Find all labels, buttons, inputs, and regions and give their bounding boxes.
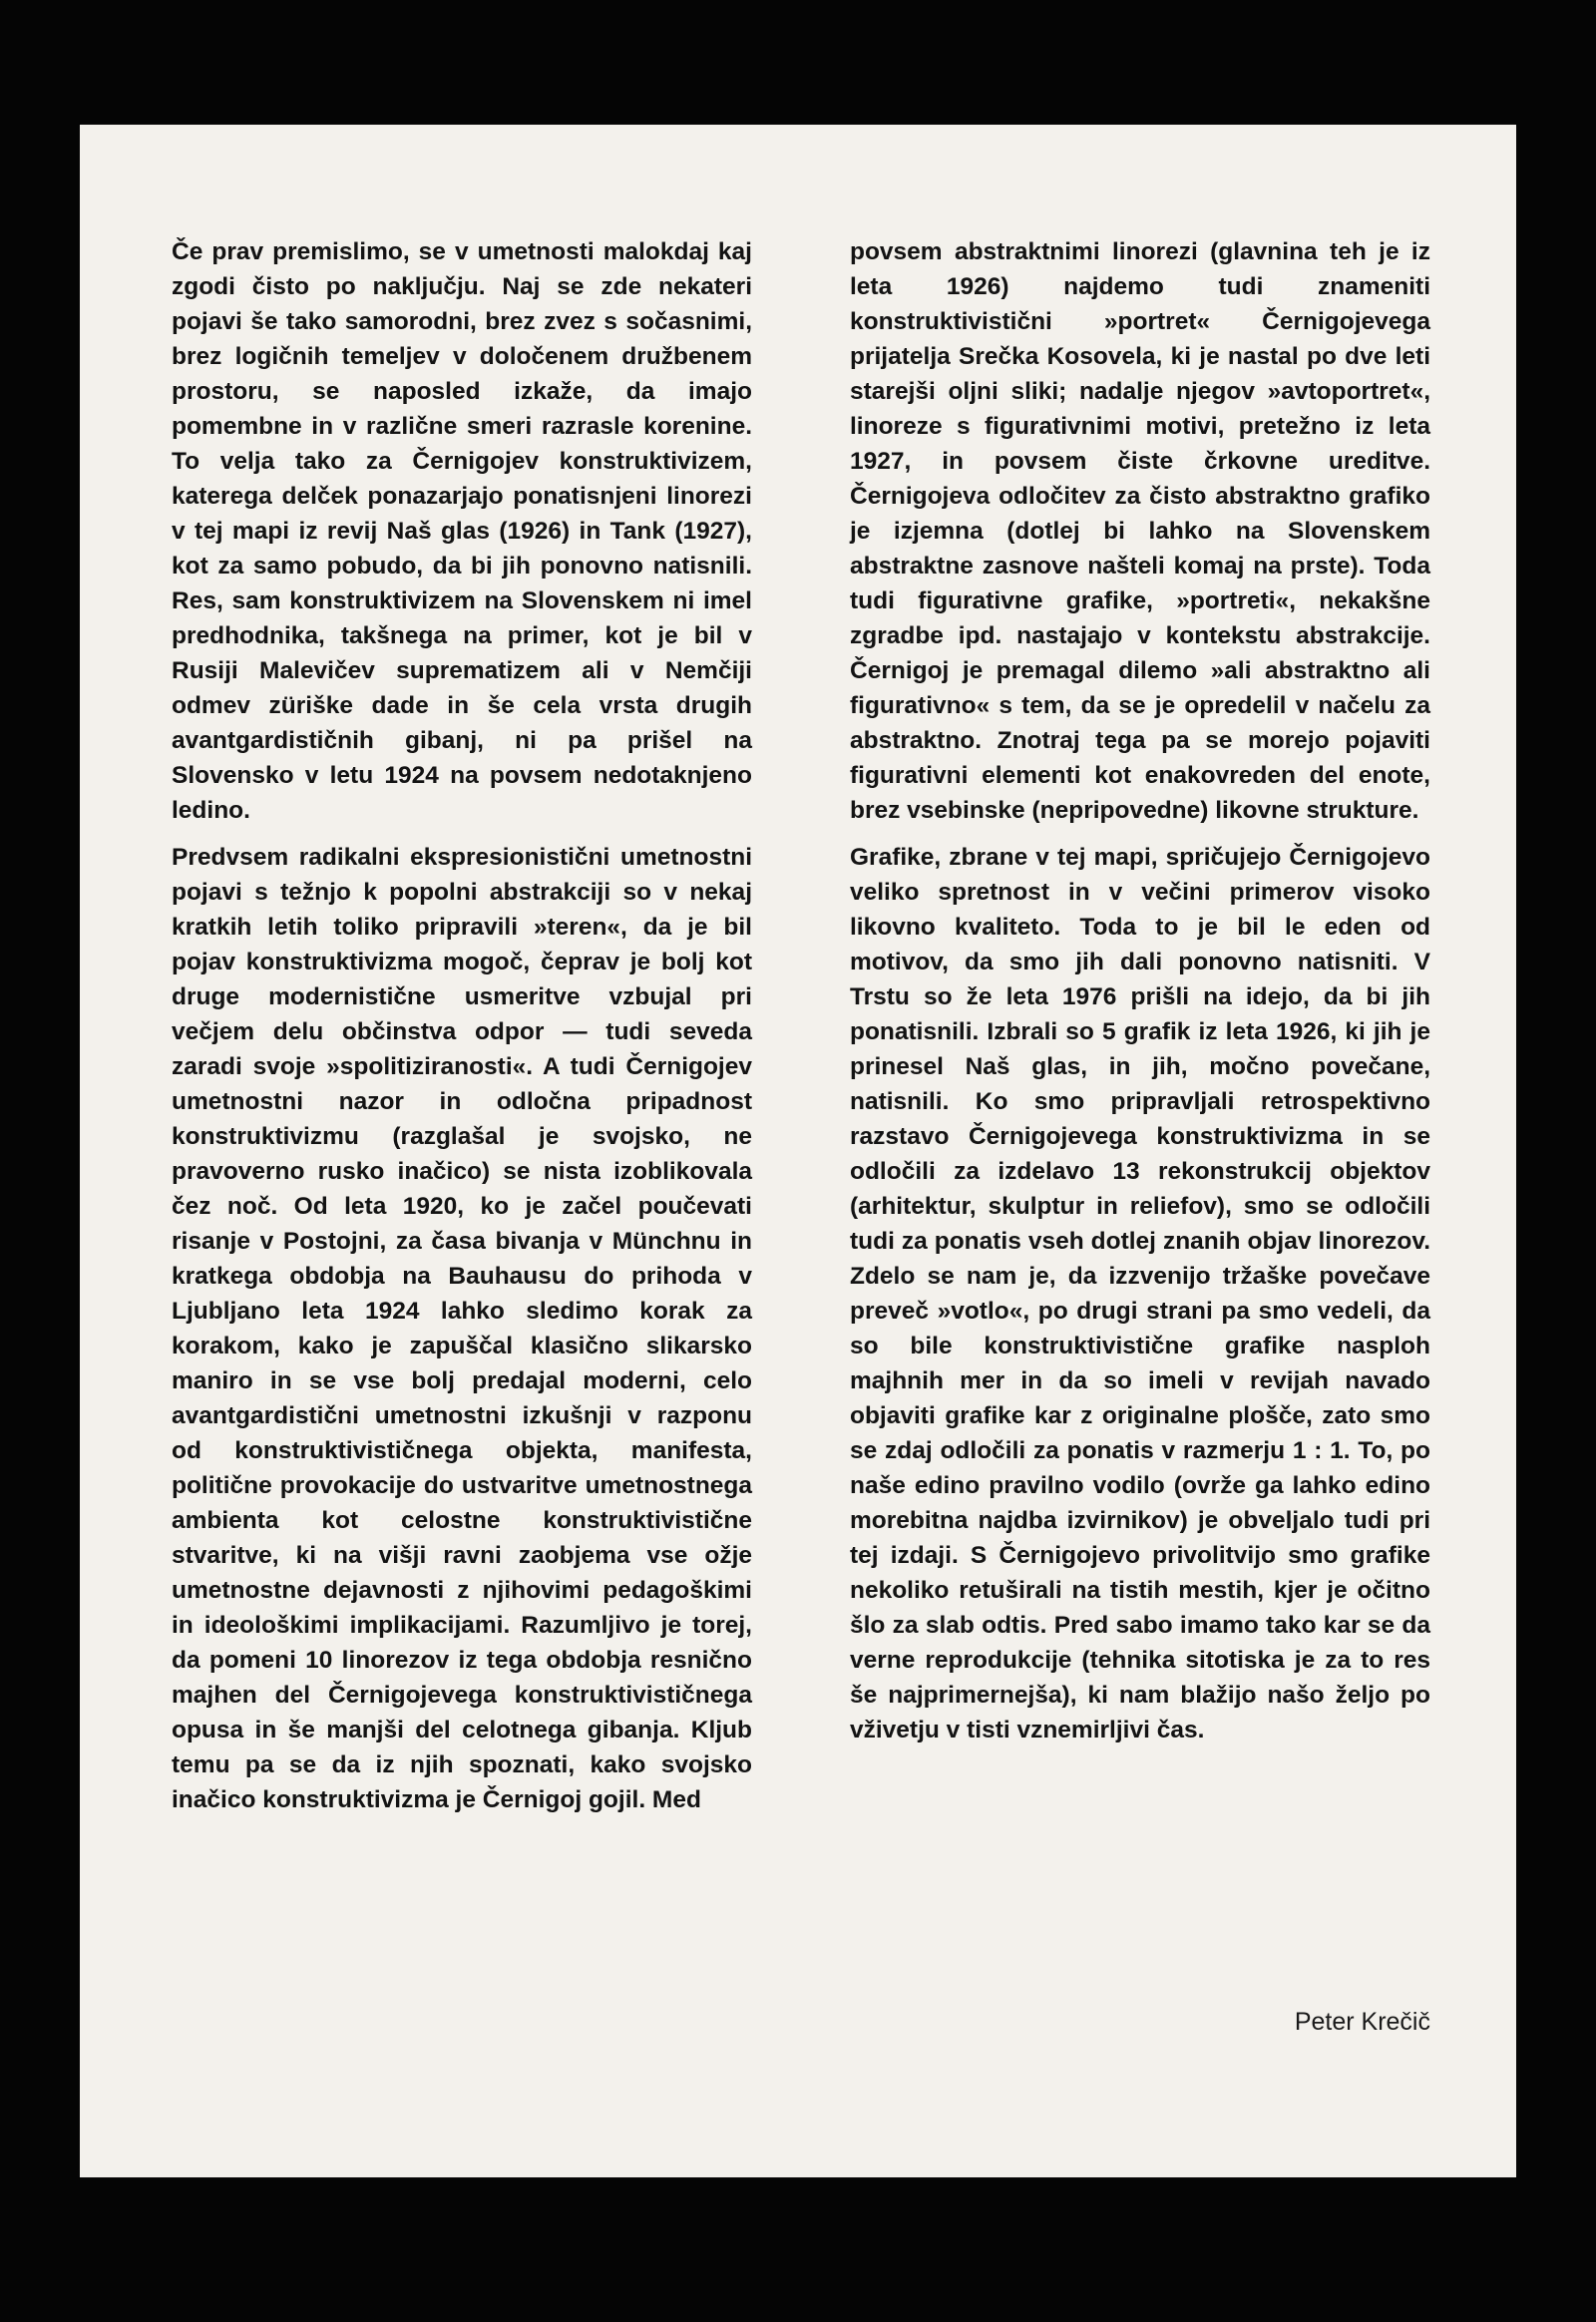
paragraph: Če prav premislimo, se v umetnosti malokdaj kaj zgodi čisto po naključju. Naj se zde nekateri pojavi še tako samorodni, brez zvez s sočasnimi, brez logičnih temeljev v določenem družbenem prostoru, se naposled izkaže, da imajo pomembne in v različne smeri razrasle korenine. To velja tako za Černigojev konstruktivizem, katerega delček ponazarjajo ponatisnjeni linorezi v tej mapi iz revij Naš glas (1926) in Tank (1927), kot za samo pobudo, da bi jih ponovno natisnili. Res, sam konstruktivizem na Slovenskem ni imel predhodnika, takšnega na primer, kot je bil v Rusiji Malevičev suprematizem ali v Nemčiji odmev züriške dade in še cela vrsta drugih avantgardističnih gibanj, ni pa prišel na Slovensko v letu 1924 na povsem nedotaknjeno ledino.	[172, 238, 752, 824]
paragraph: povsem abstraktnimi linorezi (glavnina teh je iz leta 1926) najdemo tudi znameniti konstruktivistični »portret« Černigojevega prijatelja Srečka Kosovela, ki je nastal po dve leti starejši oljni sliki; nadalje njegov »avtoportret«, linoreze s figurativnimi motivi, pretežno iz leta 1927, in povsem čiste črkovne ureditve. Černigojeva odločitev za čisto abstraktno grafiko je izjemna (dotlej bi lahko na Slovenskem abstraktne zasnove našteli komaj na prste). Toda tudi figurativne grafike, »portreti«, nekakšne zgradbe ipd. nastajajo v kontekstu abstrakcije. Černigoj je premagal dilemo »ali abstraktno ali figurativno« s tem, da se je opredelil v načelu za abstraktno. Znotraj tega pa se morejo pojaviti figurativni elementi kot enakovreden del enote, brez vsebinske (nepripovedne) likovne strukture.	[850, 238, 1430, 824]
right-text-column	[850, 234, 1430, 1759]
left-text-column	[172, 234, 752, 1829]
paragraph: Grafike, zbrane v tej mapi, spričujejo Černigojevo veliko spretnost in v večini primerov visoko likovno kvaliteto. Toda to je bil le eden od motivov, da smo jih dali ponovno natisniti. V Trstu so že leta 1976 prišli na idejo, da bi jih ponatisnili. Izbrali so 5 grafik iz leta 1926, ki jih je prinesel Naš glas, in jih, močno povečane, natisnili. Ko smo pripravljali retrospektivno razstavo Černigojevega konstruktivizma in se odločili za izdelavo 13 rekonstrukcij objektov (arhitektur, skulptur in reliefov), smo se odločili tudi za ponatis vseh dotlej znanih objav linorezov. Zdelo se nam je, da izzvenijo tržaške povečave preveč »votlo«, po drugi strani pa smo vedeli, da so bile konstruktivistične grafike nasploh majhnih mer in da so imeli v revijah navado objaviti grafike kar z originalne plošče, zato smo se zdaj odločili za ponatis v razmerju 1 : 1. To, po naše edino pravilno vodilo (ovrže ga lahko edino morebitna najdba izvirnikov) je obveljalo tudi pri tej izdaji. S Černigojevo privolitvijo smo grafike nekoliko retuširali na tistih mestih, kjer je očitno šlo za slab odtis. Pred sabo imamo tako kar se da verne reprodukcije (tehnika sitotiska je za to res še najprimernejša), ki nam blažijo našo željo po vživetju v tisti vznemirljivi čas.	[850, 844, 1430, 1743]
document-page	[80, 125, 1516, 2177]
author-signature: Peter Krečič	[1294, 2008, 1430, 2036]
paragraph: Predvsem radikalni ekspresionistični umetnostni pojavi s težnjo k popolni abstrakciji so v nekaj kratkih letih toliko pripravili »teren«, da je bil pojav konstruktivizma mogoč, čeprav je bolj kot druge modernistične usmeritve vzbujal pri večjem delu občinstva odpor — tudi seveda zaradi svoje »spolitiziranosti«. A tudi Černigojev umetnostni nazor in odločna pripadnost konstruktivizmu (razglašal je svojsko, ne pravoverno rusko inačico) se nista izoblikovala čez noč. Od leta 1920, ko je začel poučevati risanje v Postojni, za časa bivanja v Münchnu in kratkega obdobja na Bauhausu do prihoda v Ljubljano leta 1924 lahko sledimo korak za korakom, kako je zapuščal klasično slikarsko maniro in se vse bolj predajal moderni, celo avantgardistični umetnostni izkušnji v razponu od konstruktivističnega objekta, manifesta, politične provokacije do ustvaritve umetnostnega ambienta kot celostne konstruktivistične stvaritve, ki na višji ravni zaobjema vse ožje umetnostne dejavnosti z njihovimi pedagoškimi in ideološkimi implikacijami. Razumljivo je torej, da pomeni 10 linorezov iz tega obdobja resnično majhen del Černigojevega konstruktivističnega opusa in še manjši del celotnega gibanja. Kljub temu pa se da iz njih spoznati, kako svojsko inačico konstruktivizma je Černigoj gojil. Med	[172, 844, 752, 1813]
